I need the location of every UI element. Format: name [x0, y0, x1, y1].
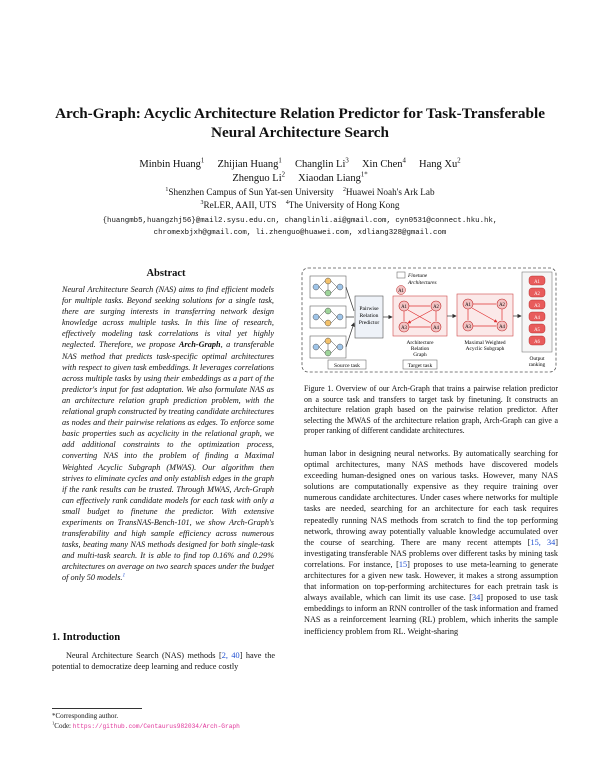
figure-1-caption: Figure 1. Overview of our Arch-Graph that trains a pairwise relation predictor on a source task and transfers to target task by finetuning. It constructs an architecture relation graph based on the pairwise relation predictor. After selecting the MWAS of the architecture relation graph, Arch-Graph can give a proper ranking of different candidate architectures.: [304, 384, 558, 435]
svg-text:Output: Output: [529, 356, 545, 362]
figure-1: [300, 266, 558, 374]
abstract-heading: Abstract: [146, 268, 186, 279]
author: Hang Xu$^2$: [419, 157, 461, 170]
method-name: Arch-Graph: [178, 340, 221, 350]
abstract-body: Neural Architecture Search (NAS) aims to find efficient models for multiple tasks. Beyond seeking solutions for a single task, there are surging interests in transferring network design knowledge across multiple tasks. In this line of research, effectively modeling task correlations is vital yet highly neglected. Therefore, we propose Arch-Graph, a transferable NAS method that predicts task-specific optimal architectures with respect to given task embeddings. It leverages correlations across multiple tasks by using their embeddings as a part of the predictor's input for fast adaptation. We also formulate NAS as an architecture relation graph prediction problem, with the relational graph constructed by treating candidate architectures as nodes and their pairwise relations as edges. To enforce some basic properties such as acyclicity in the relational graph, we add additional constraints to the optimization process, converting NAS into the problem of finding a Maximal Weighted Acyclic Subgraph (MWAS). Our algorithm then strives to eliminate cycles and only establish edges in the graph if the rank results can be trusted. Through MWAS, Arch-Graph can effectively rank candidate models for each task with only a small budget to finetune the predictor. With extensive experiments on TransNAS-Bench-101, we show Arch-Graph's transferability and high sample efficiency across numerous tasks, beating many NAS methods designed for both single-task and multi-task search. It is able to find top 0.16% and 0.29% architectures on average on two search spaces under the budget of only 50 models.$^1$: [62, 285, 274, 583]
legend-node-label: A1: [398, 289, 404, 294]
svg-text:A5: A5: [534, 328, 540, 333]
intro-right-column: human labor in designing neural networks. By automatically searching for optimal architectures, many NAS methods have discovered models exceeding human-designed ones on various tasks. However, many NAS solutions are computationally expensive as they require training over numerous candidate architectures. Under cases where networks for multiple tasks are needed, searching for an architecture for each task requires repeatedly running NAS methods from scratch to find the top performing network, throwing away potentially valuable knowledge accumulated over the course of searching. There are many recent attempts [15, 34] investigating transferable NAS problems over different tasks by mining task correlations. For instance, [15] proposes to use meta-learning to generate architectures for a given new task. However, it makes a strong assumption that information on top-performing architectures for each pretrain task is always available, which can limit its use case. [34] proposed to use task embeddings to inform an RNN controller of the task information and framed NAS as a reinforcement learning (RL) problem, which inherits the sample inefficiency problem from RL. Weight-sharing: [304, 449, 558, 636]
author-emails: [50, 216, 550, 239]
figure-1-diagram: [300, 266, 558, 374]
architectures-label: Architectures: [408, 280, 437, 286]
intro-paragraph: Neural Architecture Search (NAS) methods [2, 40] have the potential to democratize deep learning and reduce costly: [52, 651, 276, 672]
svg-text:Graph: Graph: [413, 352, 427, 358]
citation-link[interactable]: 15: [398, 559, 408, 569]
author: Xiaodan Liang$^{1*}$: [298, 171, 368, 184]
authors-line-2: [40, 172, 560, 185]
affiliations-line-2: $^3$ReLER, AAII, UTS $^4$The University of Hong Kong: [200, 199, 400, 210]
target-task-label: Target task: [407, 363, 433, 369]
svg-text:Architecture: Architecture: [406, 340, 434, 346]
author: Xin Chen$^4$: [361, 157, 406, 170]
footnote-code: $^1$Code: https://github.com/Centaurus982034/Arch-Graph: [52, 720, 240, 730]
code-url-link[interactable]: https://github.com/Centaurus982034/Arch-Graph: [72, 723, 240, 730]
emails-line-2: chromexbjxh@gmail.com, li.zhenguo@huawei.com, xdliang328@gmail.com: [153, 228, 447, 237]
citation-link[interactable]: 34: [471, 593, 481, 603]
svg-text:A1: A1: [401, 305, 407, 310]
svg-text:A4: A4: [534, 316, 540, 321]
svg-text:A3: A3: [534, 304, 540, 309]
authors-line-1: [40, 158, 560, 171]
svg-text:A4: A4: [499, 325, 505, 330]
author: Zhenguo Li$^2$: [232, 171, 286, 184]
citation-link[interactable]: 2, 40: [221, 651, 240, 660]
svg-text:ranking: ranking: [528, 362, 546, 368]
svg-text:A2: A2: [433, 305, 439, 310]
footnote-link[interactable]: 1: [122, 572, 126, 579]
affiliations-line-1: $^1$Shenzhen Campus of Sun Yat-sen University $^2$Huawei Noah's Ark Lab: [165, 186, 435, 197]
svg-text:A1: A1: [534, 280, 540, 285]
section-heading-introduction: 1. Introduction: [52, 632, 121, 643]
svg-text:A6: A6: [534, 340, 540, 345]
svg-text:Acyclic Subgraph: Acyclic Subgraph: [465, 346, 505, 352]
finetune-label: Finetune: [408, 273, 428, 279]
svg-text:A3: A3: [465, 325, 471, 330]
svg-text:A2: A2: [499, 303, 505, 308]
svg-text:Maximal Weighted: Maximal Weighted: [464, 340, 506, 346]
emails-line-1: {huangmb5,huangzhj56}@mail2.sysu.edu.cn, changlinli.ai@gmail.com, cyn0531@connect.hku.hk,: [102, 217, 498, 225]
paper-title: Arch-Graph: Acyclic Architecture Relation Predictor for Task-Transferable Neural Architecture Search: [55, 105, 545, 141]
predictor-label-1: Pairwise: [359, 306, 379, 312]
footnote-divider: [52, 708, 142, 709]
svg-text:A3: A3: [401, 326, 407, 331]
author: Minbin Huang$^1$: [139, 157, 205, 170]
author: Changlin Li$^3$: [294, 157, 349, 170]
predictor-label-2: Relation: [359, 313, 379, 319]
footnote-corresponding: *Corresponding author.: [52, 712, 119, 720]
predictor-label-3: Predictor: [358, 320, 380, 326]
svg-text:A1: A1: [465, 303, 471, 308]
author: Zhijian Huang$^1$: [217, 157, 282, 170]
svg-text:A4: A4: [433, 326, 439, 331]
source-task-label: Source task: [334, 363, 360, 369]
citation-link[interactable]: 15, 34: [530, 537, 556, 547]
svg-text:A2: A2: [534, 292, 540, 297]
svg-text:Relation: Relation: [410, 346, 430, 352]
cell-diagram-stack: [310, 276, 346, 358]
